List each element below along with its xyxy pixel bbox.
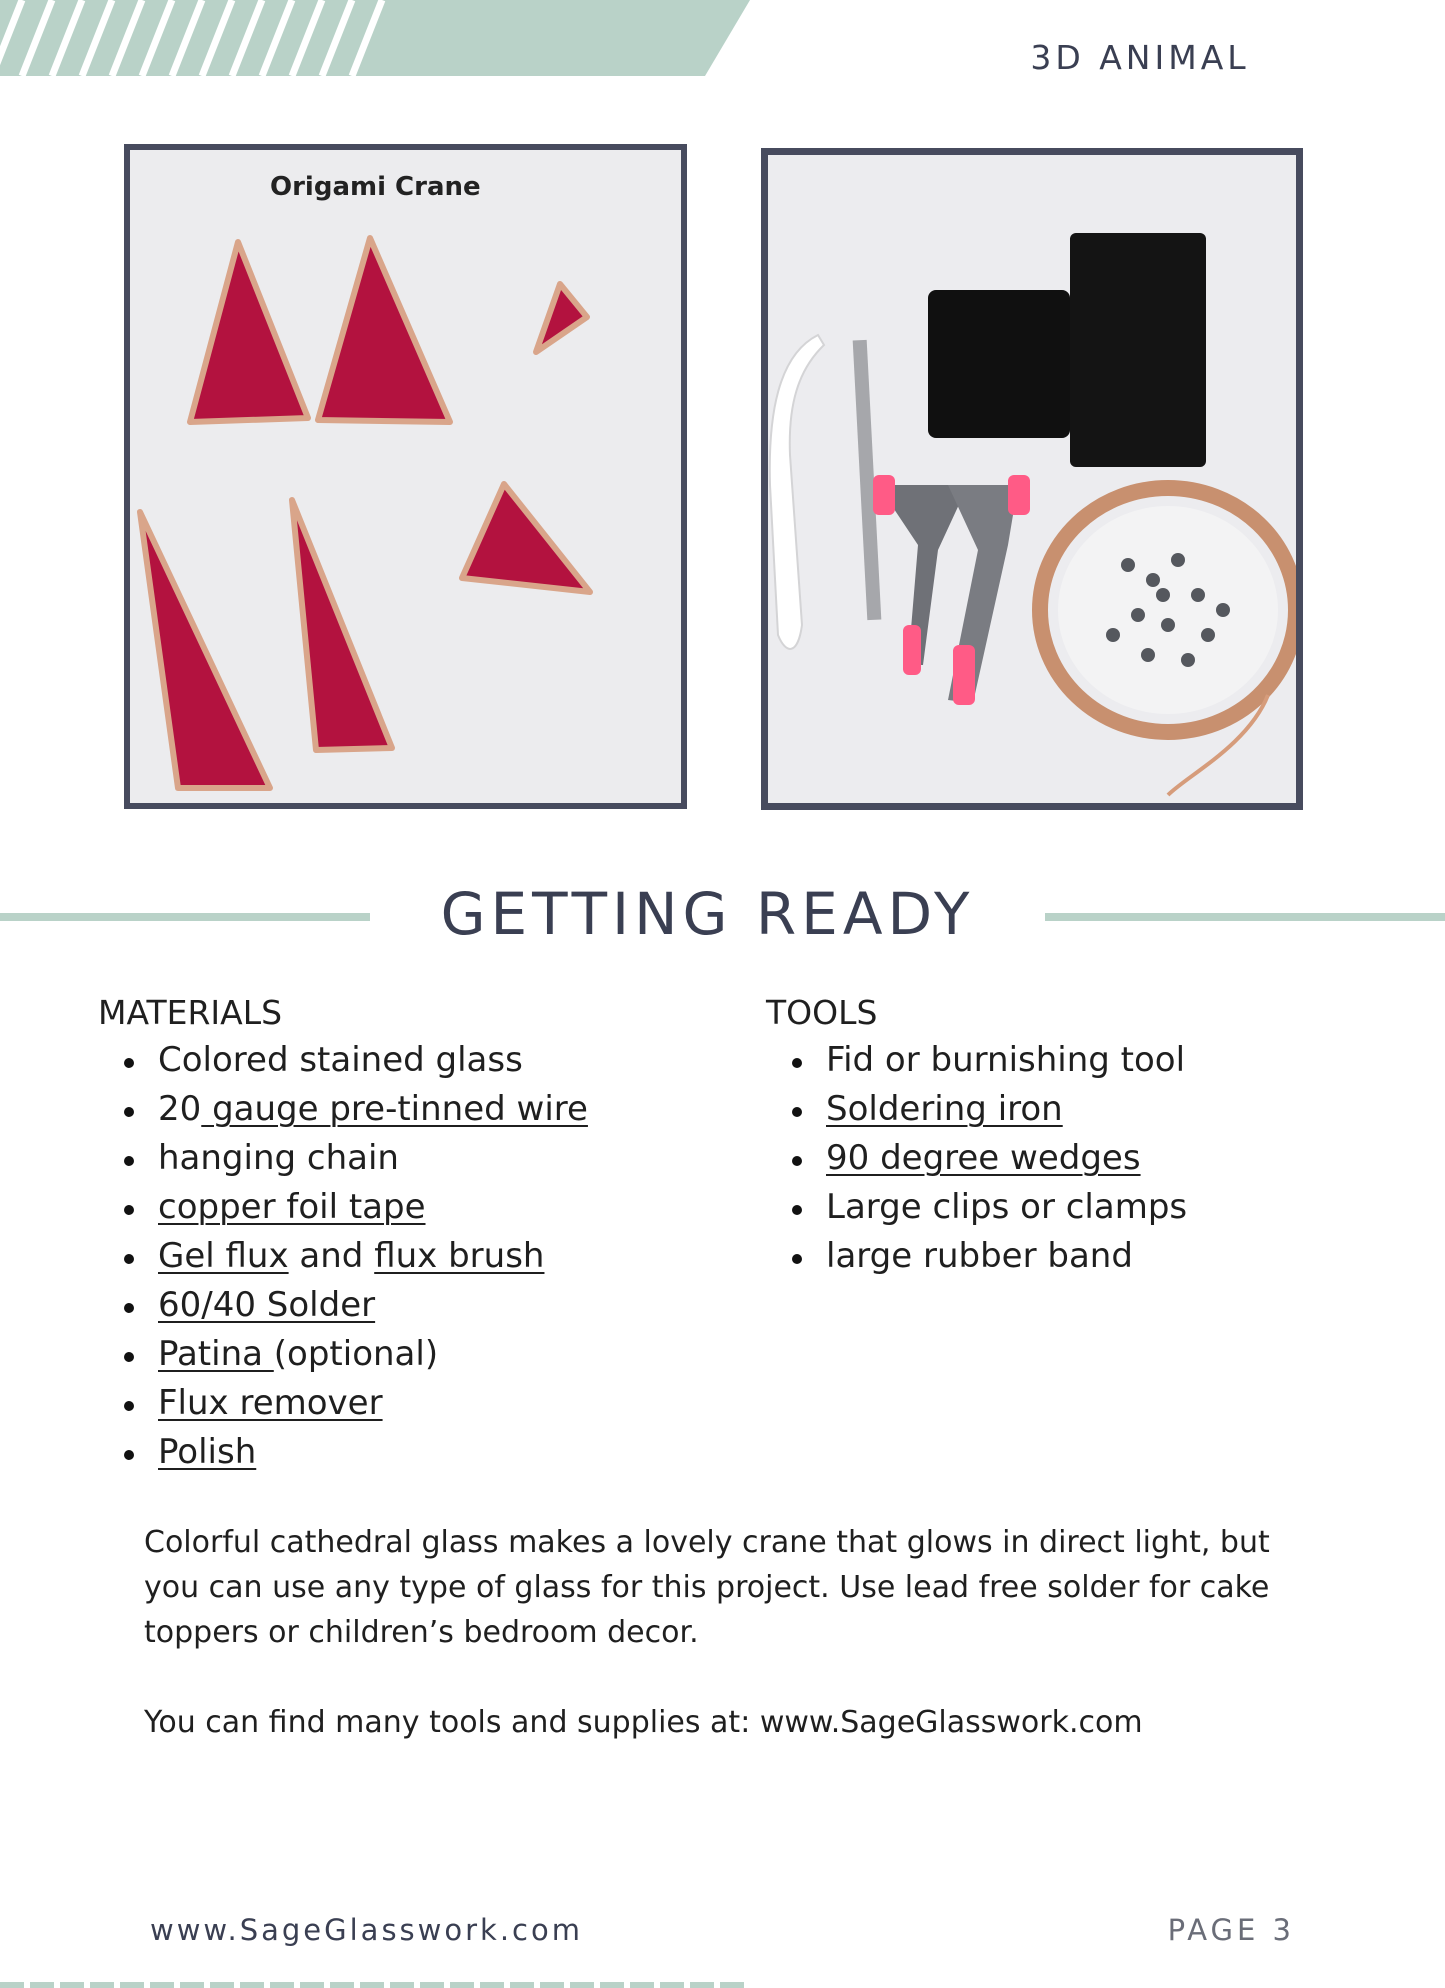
materials-item-link[interactable]: Patina (158, 1334, 274, 1374)
body-paragraph-glass: Colorful cathedral glass makes a lovely crane that glows in direct light, but you can use any type of glass for this project. Use lead free solder for cake toppers or children’s bedroom decor. (144, 1525, 1270, 1650)
materials-column (98, 990, 738, 1477)
materials-item-link[interactable]: Polish (158, 1432, 257, 1472)
wedge-block-large-icon (1070, 233, 1206, 467)
materials-item (98, 1379, 738, 1428)
body-paragraph-supplies: You can find many tools and supplies at: www.SageGlasswork.com (144, 1705, 1143, 1740)
materials-item (98, 1036, 738, 1085)
tools-heading: TOOLS (766, 993, 878, 1032)
footer-url: www.SageGlasswork.com (150, 1913, 583, 1947)
wedge-block-small-icon (928, 290, 1070, 438)
tools-column (766, 990, 1386, 1281)
materials-item-text: and (288, 1236, 375, 1276)
header-title: 3D ANIMAL (1030, 38, 1250, 77)
materials-item-link[interactable]: copper foil tape (158, 1187, 426, 1227)
tools-item (766, 1036, 1386, 1085)
section-rule-right (1045, 913, 1445, 921)
tools-item (766, 1232, 1386, 1281)
materials-item (98, 1134, 738, 1183)
tools-item-text: large rubber band (826, 1236, 1133, 1276)
section-rule-left (0, 913, 370, 921)
materials-item (98, 1281, 738, 1330)
materials-item-link[interactable]: Flux remover (158, 1383, 383, 1423)
materials-list (98, 1036, 738, 1477)
tools-item (766, 1134, 1386, 1183)
materials-item (98, 1183, 738, 1232)
materials-item (98, 1428, 738, 1477)
materials-item-text: 20 (158, 1089, 202, 1129)
crane-pieces-photo (124, 144, 687, 809)
photo-label-origami-crane: Origami Crane (270, 172, 481, 202)
materials-item-text: hanging chain (158, 1138, 399, 1178)
footer-dash-rule (0, 1982, 750, 1988)
materials-item (98, 1085, 738, 1134)
tools-item-text: Large clips or clamps (826, 1187, 1188, 1227)
body-text (144, 1520, 1304, 1745)
tools-photo (761, 148, 1303, 810)
section-title: GETTING READY (440, 880, 975, 948)
materials-item-text: Colored stained glass (158, 1040, 523, 1080)
footer-page-number: PAGE 3 (1167, 1913, 1295, 1947)
materials-item-text: (optional) (273, 1334, 439, 1374)
materials-item (98, 1330, 738, 1379)
materials-heading: MATERIALS (98, 993, 283, 1032)
materials-item-link[interactable]: Gel flux (158, 1236, 289, 1276)
tools-item (766, 1183, 1386, 1232)
tools-item-text: Fid or burnishing tool (826, 1040, 1186, 1080)
tools-list (766, 1036, 1386, 1281)
materials-item-link[interactable]: gauge pre-tinned wire (201, 1089, 588, 1129)
tools-item-link[interactable]: 90 degree wedges (826, 1138, 1141, 1178)
tools-item (766, 1085, 1386, 1134)
materials-item (98, 1232, 738, 1281)
tools-item-link[interactable]: Soldering iron (826, 1089, 1063, 1129)
materials-item-link[interactable]: flux brush (374, 1236, 545, 1276)
header-banner (0, 0, 750, 76)
materials-item-link[interactable]: 60/40 Solder (158, 1285, 376, 1325)
